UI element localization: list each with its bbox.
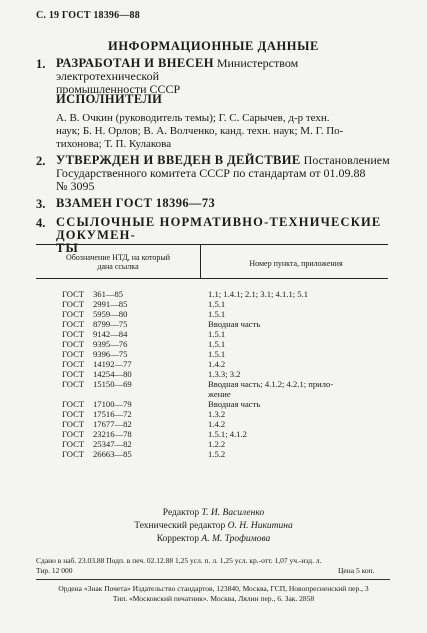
credit-name: О. Н. Никитина <box>227 521 293 531</box>
row-gost: ГОСТ <box>62 289 85 299</box>
row-clauses: 1.5.1 <box>208 299 226 309</box>
table-header-rule <box>36 278 388 279</box>
row-code: 23216—78 <box>93 429 132 439</box>
table-row <box>0 419 427 429</box>
row-clauses: Вводная часть <box>208 399 261 409</box>
table-row <box>0 379 427 389</box>
row-code: 17100—79 <box>93 399 132 409</box>
table-row <box>0 289 427 299</box>
row-clauses: 1.5.1 <box>208 309 226 319</box>
section-1-text-line2: промышленности СССР <box>56 82 181 96</box>
table-row <box>0 429 427 439</box>
credit-role: Технический редактор <box>134 521 228 531</box>
row-clauses: 1.4.2 <box>208 419 226 429</box>
row-clauses: Вводная часть <box>208 319 261 329</box>
row-code: 14192—77 <box>93 359 132 369</box>
row-code: 17677—82 <box>93 419 132 429</box>
row-code: 5959—80 <box>93 309 128 319</box>
section-4 <box>56 216 396 255</box>
credit-role: Редактор <box>162 508 202 518</box>
table-row <box>0 359 427 369</box>
section-1-heading: РАЗРАБОТАН И ВНЕСЕН <box>56 56 214 70</box>
printer-line: Тип. «Московский печатник». Москва, Лялин пер., 6. Зак. 2858 <box>112 594 315 603</box>
row-gost: ГОСТ <box>62 449 85 459</box>
section-3-number: 3. <box>36 197 46 211</box>
row-code: 361—85 <box>93 289 124 299</box>
table-header-document-line2: дана ссылка <box>97 262 139 271</box>
footer-rule <box>36 579 390 580</box>
section-3-heading: ВЗАМЕН ГОСТ 18396—73 <box>56 196 216 210</box>
row-code: 9396—75 <box>93 349 128 359</box>
credit-technical-editor <box>0 521 427 531</box>
table-row <box>0 439 427 449</box>
table-header-clause: Номер пункта, приложения <box>249 259 343 268</box>
row-gost: ГОСТ <box>62 429 85 439</box>
credit-name: Т. И. Василенко <box>201 508 265 518</box>
row-gost: ГОСТ <box>62 329 85 339</box>
table-column-divider <box>200 244 201 278</box>
performers-list <box>56 112 396 151</box>
row-code: 9142—84 <box>93 329 128 339</box>
row-gost: ГОСТ <box>62 339 85 349</box>
section-2-number: 2. <box>36 154 46 168</box>
credit-name: А. М. Трофимова <box>201 534 271 544</box>
row-gost: ГОСТ <box>62 319 85 329</box>
section-1 <box>56 57 396 96</box>
table-row <box>0 399 427 409</box>
row-code: 25347—82 <box>93 439 132 449</box>
row-gost: ГОСТ <box>62 379 85 389</box>
performers-line: А. В. Очкин (руководитель темы); Г. С. Сарычев, д-р техн. <box>56 112 330 124</box>
table-row <box>0 299 427 309</box>
row-gost: ГОСТ <box>62 369 85 379</box>
section-4-number: 4. <box>36 216 46 230</box>
table-row-continuation <box>0 389 427 399</box>
row-clauses: 1.5.1 <box>208 329 226 339</box>
table-header-document <box>44 253 192 271</box>
row-gost: ГОСТ <box>62 439 85 449</box>
section-2-text-line2: Государственного комитета СССР по стандартам от 01.09.88 <box>56 166 366 180</box>
row-clauses: 1.4.2 <box>208 359 226 369</box>
row-clauses: 1.3.3; 3.2 <box>208 369 241 379</box>
table-row <box>0 339 427 349</box>
performers-heading: ИСПОЛНИТЕЛИ <box>56 92 163 106</box>
section-1-text: Министерством электротехнической <box>56 56 299 83</box>
row-gost: ГОСТ <box>62 419 85 429</box>
row-gost: ГОСТ <box>62 309 85 319</box>
imprint-price: Цена 5 коп. <box>338 566 375 575</box>
row-clauses: 1.3.2 <box>208 409 226 419</box>
publisher-line: Ордена «Знак Почета» Издательство стандартов, 123840, Москва, ГСП, Новопресненский пер., 3 <box>58 584 369 593</box>
row-code: 15150—69 <box>93 379 132 389</box>
table-row <box>0 349 427 359</box>
table-row <box>0 329 427 339</box>
table-row <box>0 409 427 419</box>
table-row <box>0 309 427 319</box>
row-gost: ГОСТ <box>62 349 85 359</box>
row-code: 2991—85 <box>93 299 128 309</box>
row-gost: ГОСТ <box>62 399 85 409</box>
section-4-heading-line2: ТЫ <box>56 241 80 255</box>
page-header: С. 19 ГОСТ 18396—88 <box>36 10 140 21</box>
row-gost: ГОСТ <box>62 299 85 309</box>
row-gost: ГОСТ <box>62 409 85 419</box>
section-4-heading-line1: ССЫЛОЧНЫЕ НОРМАТИВНО-ТЕХНИЧЕСКИЕ ДОКУМЕН- <box>56 215 382 242</box>
row-clauses: 1.1; 1.4.1; 2.1; 3.1; 4.1.1; 5.1 <box>208 289 309 299</box>
page-title: ИНФОРМАЦИОННЫЕ ДАННЫЕ <box>108 39 319 53</box>
section-2-text: Постановлением <box>300 153 390 167</box>
section-3 <box>56 197 396 210</box>
table-row <box>0 449 427 459</box>
section-2-heading: УТВЕРЖДЕН И ВВЕДЕН В ДЕЙСТВИЕ <box>56 153 301 167</box>
row-code: 14254—80 <box>93 369 132 379</box>
performers-line: наук; Б. Н. Орлов; В. А. Волченко, канд. техн. наук; М. Г. По- <box>56 125 344 137</box>
performers-line: тихонова; Т. П. Кулакова <box>56 138 172 150</box>
row-gost: ГОСТ <box>62 359 85 369</box>
row-clauses: 1.5.2 <box>208 449 226 459</box>
section-2 <box>56 154 396 193</box>
row-code: 26663—85 <box>93 449 132 459</box>
credit-corrector <box>0 534 427 544</box>
row-code: 8799—75 <box>93 319 128 329</box>
row-clauses: Вводная часть; 4.1.2; 4.2.1; прило- <box>208 379 334 389</box>
credit-editor <box>0 508 427 518</box>
table-top-rule <box>36 244 388 245</box>
table-header-document-line1: Обозначение НТД, на который <box>65 253 171 262</box>
row-code: 9395—76 <box>93 339 128 349</box>
imprint-line: Сдано в наб. 23.03.88 Подп. в печ. 02.12.88 1,25 усл. п. л. 1,25 усл. кр.-отт. 1,07 уч.-изд. л. <box>36 556 322 565</box>
table-row <box>0 369 427 379</box>
credit-role: Корректор <box>156 534 202 544</box>
row-clauses: 1.5.1 <box>208 349 226 359</box>
section-2-text-line3: № 3095 <box>56 179 95 193</box>
row-clauses-continuation: жение <box>208 389 231 399</box>
row-clauses: 1.5.1 <box>208 339 226 349</box>
table-row <box>0 319 427 329</box>
imprint-circulation: Тир. 12 000 <box>36 566 73 575</box>
row-code: 17516—72 <box>93 409 132 419</box>
row-clauses: 1.5.1; 4.1.2 <box>208 429 247 439</box>
row-clauses: 1.2.2 <box>208 439 226 449</box>
section-1-number: 1. <box>36 57 46 71</box>
